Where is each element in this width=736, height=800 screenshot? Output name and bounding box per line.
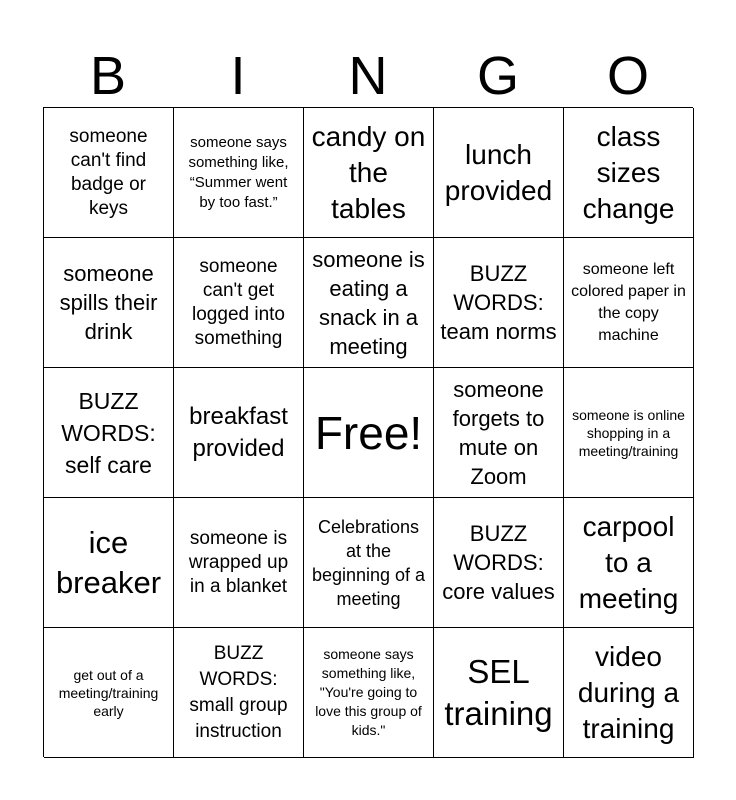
cell-text: carpool to a meeting bbox=[578, 510, 679, 614]
cell-text: BUZZ WORDS: self care bbox=[61, 387, 156, 478]
bingo-cell-n5[interactable] bbox=[304, 628, 434, 758]
bingo-cell-g5[interactable] bbox=[434, 628, 564, 758]
cell-text: someone forgets to mute on Zoom bbox=[452, 376, 545, 489]
header-letter-i: I bbox=[230, 46, 246, 106]
cell-text: candy on the tables bbox=[311, 120, 426, 224]
bingo-cell-b1[interactable] bbox=[44, 108, 174, 238]
cell-text: Celebrations at the beginning of a meeting bbox=[311, 516, 426, 609]
cell-text: someone is eating a snack in a meeting bbox=[312, 246, 425, 359]
header-letter-g: G bbox=[476, 46, 519, 106]
bingo-cell-n2[interactable] bbox=[304, 238, 434, 368]
cell-text: someone left colored paper in the copy machine bbox=[571, 260, 686, 344]
cell-text: class sizes change bbox=[582, 120, 675, 224]
bingo-cell-o4[interactable] bbox=[564, 498, 694, 628]
bingo-cell-n4[interactable] bbox=[304, 498, 434, 628]
bingo-cell-b4[interactable] bbox=[44, 498, 174, 628]
bingo-cell-g3[interactable] bbox=[434, 368, 564, 498]
bingo-cell-b5[interactable] bbox=[44, 628, 174, 758]
cell-text: video during a training bbox=[577, 640, 680, 744]
bingo-cell-o3[interactable] bbox=[564, 368, 694, 498]
header-letter-n: N bbox=[348, 46, 388, 106]
header-letter-o: O bbox=[606, 46, 649, 106]
cell-text: get out of a meeting/training early bbox=[58, 666, 159, 719]
cell-text: someone is wrapped up in a blanket bbox=[188, 527, 289, 597]
bingo-cell-i4[interactable] bbox=[174, 498, 304, 628]
bingo-cell-o2[interactable] bbox=[564, 238, 694, 368]
header-letter-b: B bbox=[89, 46, 127, 106]
cell-text: SEL training bbox=[444, 652, 553, 732]
cell-text: someone can't find badge or keys bbox=[69, 125, 148, 219]
cell-text: BUZZ WORDS: team norms bbox=[440, 261, 557, 344]
bingo-cell-b2[interactable] bbox=[44, 238, 174, 368]
cell-text: someone spills their drink bbox=[59, 261, 158, 344]
cell-text: someone is online shopping in a meeting/training bbox=[572, 406, 685, 459]
bingo-cell-n1[interactable] bbox=[304, 108, 434, 238]
bingo-cell-i2[interactable] bbox=[174, 238, 304, 368]
cell-text: BUZZ WORDS: core values bbox=[442, 521, 555, 604]
bingo-cell-g1[interactable] bbox=[434, 108, 564, 238]
bingo-cell-b3[interactable] bbox=[44, 368, 174, 498]
bingo-board bbox=[43, 107, 693, 757]
bingo-cell-i3[interactable] bbox=[174, 368, 304, 498]
bingo-cell-o1[interactable] bbox=[564, 108, 694, 238]
cell-text: someone says something like, “Summer went by too fast.” bbox=[188, 133, 289, 211]
cell-text: breakfast provided bbox=[189, 402, 288, 462]
bingo-header bbox=[43, 44, 693, 108]
bingo-cell-g4[interactable] bbox=[434, 498, 564, 628]
bingo-cell-o5[interactable] bbox=[564, 628, 694, 758]
bingo-cell-n3[interactable] bbox=[304, 368, 434, 498]
cell-text: lunch provided bbox=[444, 138, 553, 206]
free-space-text: Free! bbox=[314, 406, 423, 459]
cell-text: ice breaker bbox=[55, 524, 162, 600]
bingo-cell-g2[interactable] bbox=[434, 238, 564, 368]
bingo-cell-i1[interactable] bbox=[174, 108, 304, 238]
cell-text: BUZZ WORDS: small group instruction bbox=[189, 642, 288, 742]
cell-text: someone says something like, "You're going to love this group of kids." bbox=[315, 646, 422, 738]
cell-text: someone can't get logged into something bbox=[192, 255, 285, 349]
bingo-cell-i5[interactable] bbox=[174, 628, 304, 758]
